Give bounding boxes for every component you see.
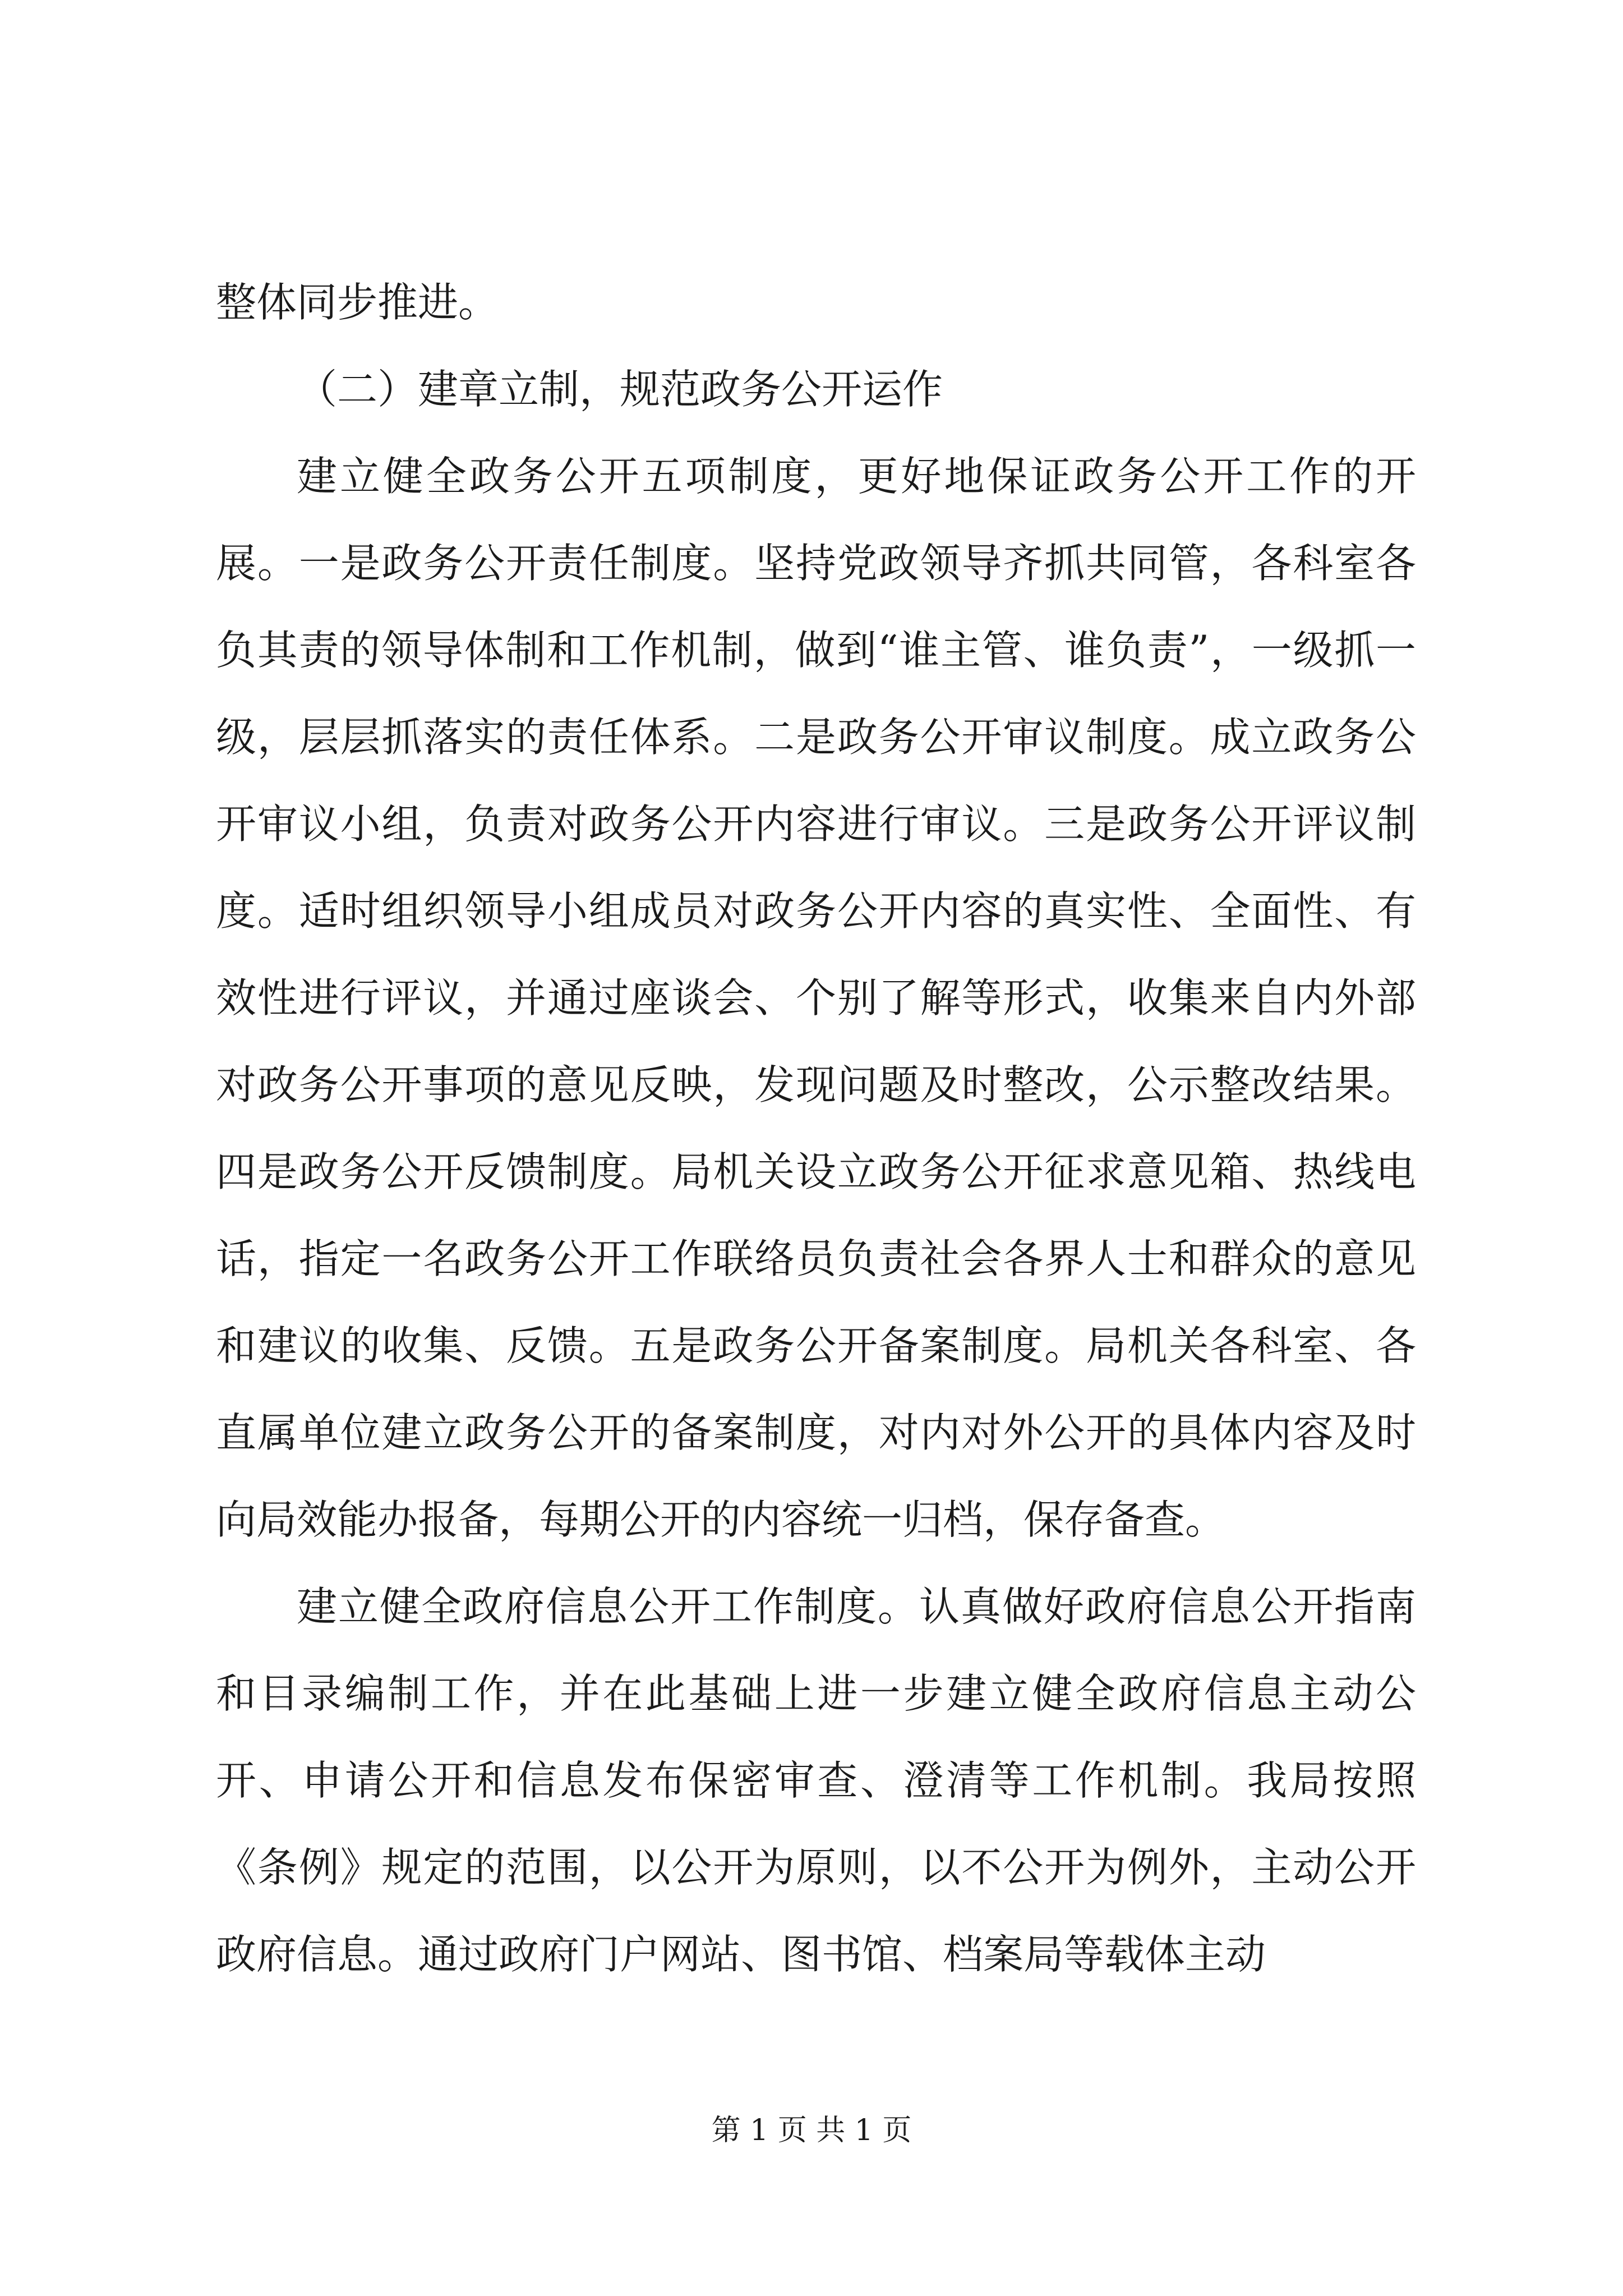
section-heading: （二）建章立制，规范政务公开运作 xyxy=(297,366,943,413)
paragraph-disclosure-systems: 建立健全政务公开五项制度，更好地保证政务公开工作的开展。一是政务公开责任制度。坚持党政领导齐抓共同管，各科室各负其责的领导体制和工作机制，做到“谁主管、谁负责”，一级抓一级，层层抓落实的责任体系。二是政务公开审议制度。成立政务公开审议小组，负责对政务公开内容进行审议。三是政务公开评议制度。适时组织领导小组成员对政务公开内容的真实性、全面性、有效性进行评议，并通过座谈会、个别了解等形式，收集来自内外部对政务公开事项的意见反映，发现问题及时整改，公示整改结果。四是政务公开反馈制度。局机关设立政务公开征求意见箱、热线电话，指定一名政务公开工作联络员负责社会各界人士和群众的意见和建议的收集、反馈。五是政务公开备案制度。局机关各科室、各直属单位建立政务公开的备案制度，对内对外公开的具体内容及时向局效能办报备，每期公开的内容统一归档，保存备查。 xyxy=(216,453,1416,1543)
page-footer: 第 1 页 共 1 页 xyxy=(711,2114,912,2147)
document-body xyxy=(216,259,1416,1998)
paragraph-continuation: 整体同步推进。 xyxy=(216,279,499,326)
paragraph-information-disclosure: 建立健全政府信息公开工作制度。认真做好政府信息公开指南和目录编制工作，并在此基础上进一步建立健全政府信息主动公开、申请公开和信息发布保密审查、澄清等工作机制。我局按照《条例》规定的范围，以公开为原则，以不公开为例外，主动公开政府信息。通过政府门户网站、图书馆、档案局等载体主动 xyxy=(216,1583,1416,1978)
